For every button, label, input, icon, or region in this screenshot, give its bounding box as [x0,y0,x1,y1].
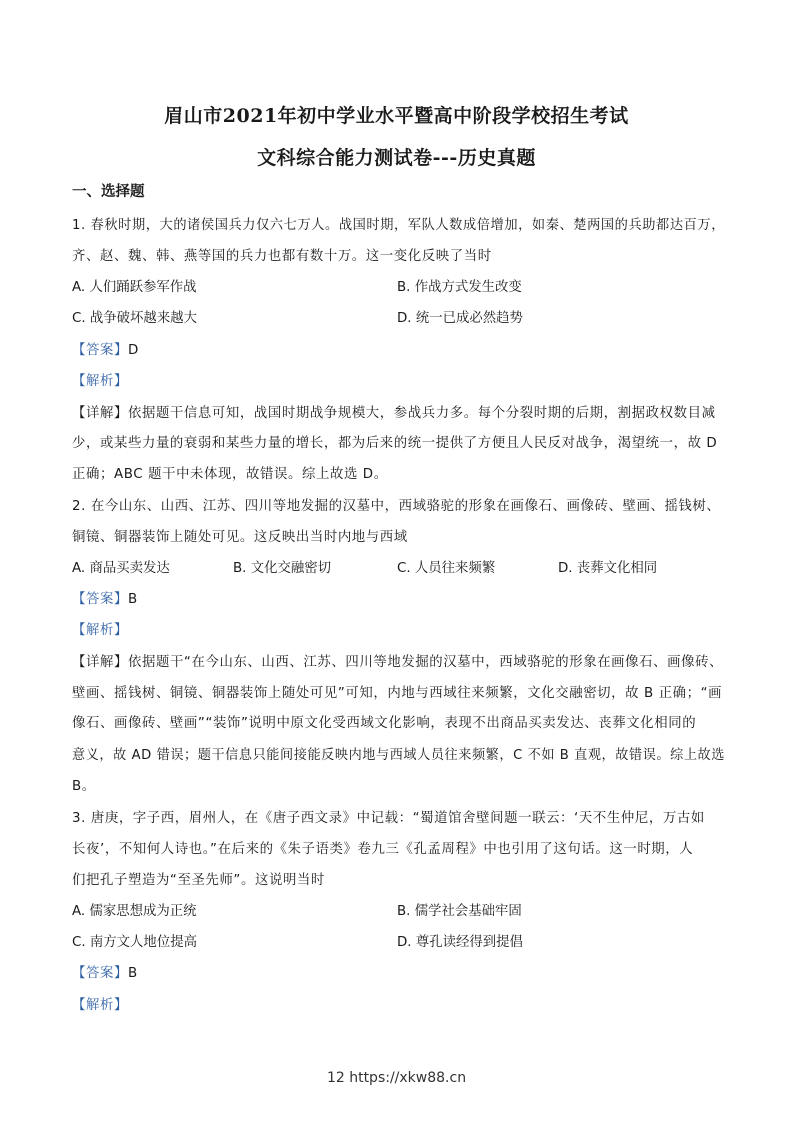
answer-value: D [127,343,139,358]
q3-stem-line3: 们把孔子塑造为“至圣先师”。这说明当时 [72,873,325,888]
q1-detail-line3: 正确；ABC 题干中未体现，故错误。综上故选 D。 [72,467,388,482]
detail-label: 【详解】 [72,655,128,670]
q1-detail-line1 [72,402,716,421]
q2-answer [72,588,138,607]
answer-label: 【答案】 [72,592,128,607]
answer-value: B [127,592,138,607]
q3-analysis-label: 【解析】 [72,998,128,1013]
q1-option-d: D. 统一已成必然趋势 [397,311,523,326]
q3-option-a: A. 儒家思想成为正统 [72,904,197,919]
q1-stem-line2: 齐、赵、魏、韩、燕等国的兵力也都有数十万。这一变化反映了当时 [72,249,492,264]
q1-option-c: C. 战争破坏越来越大 [72,311,197,326]
answer-label: 【答案】 [72,966,128,981]
q1-option-a: A. 人们踊跃参军作战 [72,280,197,295]
q1-stem-line1: 1. 春秋时期，大的诸侯国兵力仅六七万人。战国时期，军队人数成倍增加，如秦、楚两国的兵助都达百万， [72,218,726,233]
q1-detail-line2: 少，或某些力量的衰弱和某些力量的增长，都为后来的统一提供了方便且人民反对战争，渴望统一，故 D [72,436,718,451]
q2-detail-line5: B。 [72,779,96,794]
section-title: 一、选择题 [72,184,145,200]
q2-stem-line1: 2. 在今山东、山西、江苏、四川等地发掘的汉墓中，西域骆驼的形象在画像石、画像砖、壁画、摇钱树、 [72,499,721,514]
q3-stem-line1: 3. 唐庚，字子西，眉州人，在《唐子西文录》中记载：“蜀道馆舍壁间题一联云：‘天不生仲尼，万古如 [72,811,705,826]
q2-detail-line4: 意义，故 AD 错误；题干信息只能间接能反映内地与西域人员往来频繁，C 不如 B 直观，故错误。综上故选 [72,748,725,763]
answer-value: B [127,966,138,981]
q3-answer [72,962,138,981]
q2-detail-line2: 壁画、摇钱树、铜镜、铜器装饰上随处可见”可知，内地与西域往来频繁，文化交融密切，故 B 正确；“画 [72,686,723,701]
q2-option-c: C. 人员往来频繁 [397,561,496,576]
q2-detail-line3: 像石、画像砖、壁画”“装饰”说明中原文化受西域文化影响，表现不出商品买卖发达、丧葬文化相同的 [72,716,697,731]
answer-label: 【答案】 [72,343,128,358]
exam-title-line1: 眉山市2021年初中学业水平暨高中阶段学校招生考试 [164,105,629,127]
q2-option-b: B. 文化交融密切 [233,561,332,576]
q1-analysis-label: 【解析】 [72,374,128,389]
detail-label: 【详解】 [72,406,128,421]
q3-option-c: C. 南方文人地位提高 [72,935,197,950]
q1-answer [72,339,139,358]
q3-option-d: D. 尊孔读经得到提倡 [397,935,523,950]
detail-text: 依据题干“在今山东、山西、江苏、四川等地发掘的汉墓中，西域骆驼的形象在画像石、画像砖、 [127,655,724,670]
exam-title-line2: 文科综合能力测试卷---历史真题 [257,147,536,169]
q2-option-a: A. 商品买卖发达 [72,561,170,576]
page-footer: 12 https://xkw88.cn [326,1070,467,1086]
q2-analysis-label: 【解析】 [72,623,128,638]
q2-option-d: D. 丧葬文化相同 [558,561,658,576]
q1-option-b: B. 作战方式发生改变 [397,280,522,295]
detail-text: 依据题干信息可知，战国时期战争规模大，参战兵力多。每个分裂时期的后期，割据政权数目减 [127,406,716,421]
q2-detail-line1 [72,651,723,670]
q3-stem-line2: 长夜’，不知何人诗也。”在后来的《朱子语类》卷九三《孔孟周程》中也引用了这句话。这一时期，人 [72,842,694,857]
q3-option-b: B. 儒学社会基础牢固 [397,904,522,919]
q2-stem-line2: 铜镜、铜器装饰上随处可见。这反映出当时内地与西域 [72,530,408,545]
